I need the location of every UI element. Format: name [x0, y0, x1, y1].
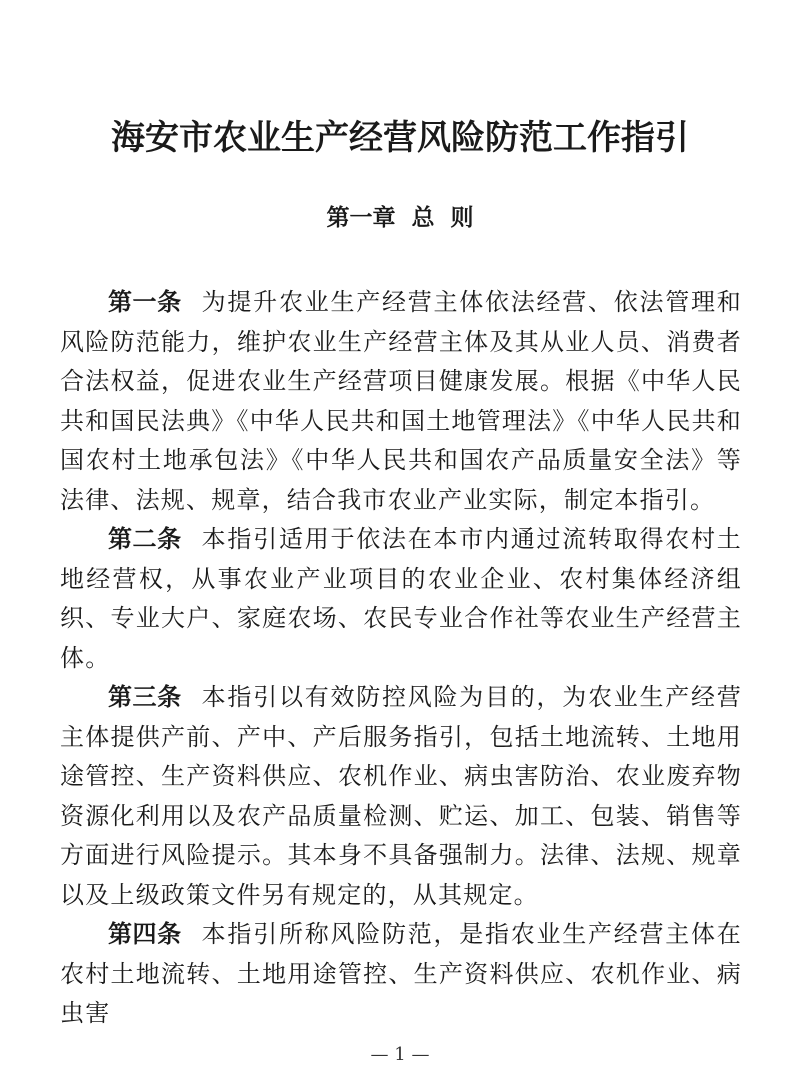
article-text: 为提升农业生产经营主体依法经营、依法管理和风险防范能力，维护农业生产经营主体及其从业人员、消费者合法权益，促进农业生产经营项目健康发展。根据《中华人民共和国民法典》《中华人民共和国土地管理法》《中华人民共和国农村土地承包法》《中华人民共和国农产品质量安全法》等法律、法规、规章，结合我市农业产业实际，制定本指引。 — [60, 288, 742, 514]
page-number: — 1 — — [370, 1044, 430, 1065]
article-4 — [60, 915, 742, 1034]
article-label: 第三条 — [108, 683, 182, 711]
article-2 — [60, 520, 742, 678]
article-1 — [60, 283, 742, 520]
article-text: 本指引以有效防控风险为目的，为农业生产经营主体提供产前、产中、产后服务指引，包括土地流转、土地用途管控、生产资料供应、农机作业、病虫害防治、农业废弃物资源化利用以及农产品质量检测、贮运、加工、包装、销售等方面进行风险提示。其本身不具备强制力。法律、法规、规章以及上级政策文件另有规定的，从其规定。 — [60, 683, 742, 909]
article-label: 第二条 — [108, 525, 182, 553]
article-text: 本指引适用于依法在本市内通过流转取得农村土地经营权，从事农业产业项目的农业企业、农村集体经济组织、专业大户、家庭农场、农民专业合作社等农业生产经营主体。 — [60, 525, 742, 672]
article-label: 第四条 — [108, 920, 182, 948]
article-3 — [60, 678, 742, 915]
article-label: 第一条 — [108, 288, 182, 316]
document-title: 海安市农业生产经营风险防范工作指引 — [111, 118, 689, 158]
article-text: 本指引所称风险防范，是指农业生产经营主体在农村土地流转、土地用途管控、生产资料供应、农机作业、病虫害 — [60, 920, 742, 1027]
document-body — [60, 283, 742, 1034]
chapter-heading: 第一章 总 则 — [326, 205, 474, 231]
